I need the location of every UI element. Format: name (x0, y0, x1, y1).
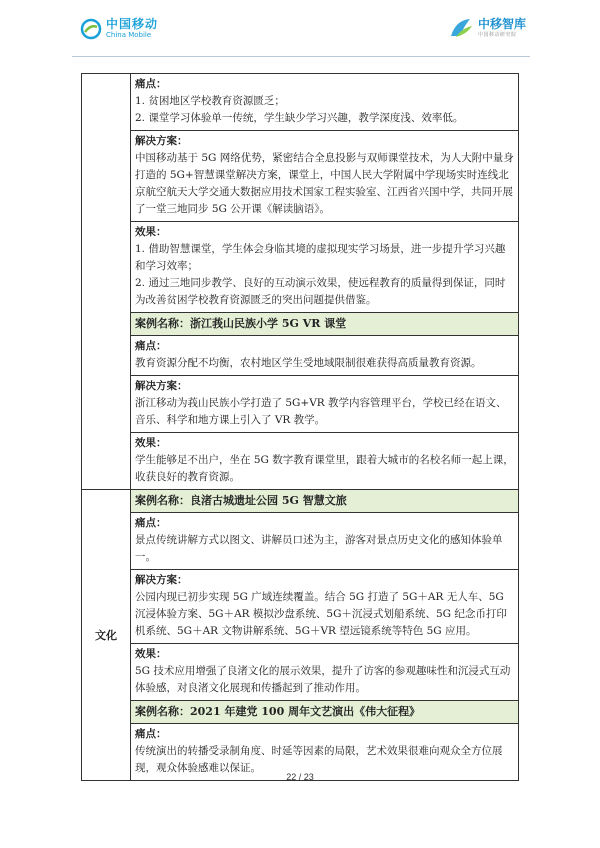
content-line: 浙江移动为莪山民族小学打造了 5G+VR 教学内容管理平台，学校已经在语文、音乐、科学和地方课上引入了 VR 教学。 (135, 397, 507, 426)
content-cell (131, 74, 519, 131)
category-cell: 文化 (82, 490, 131, 781)
table-row (82, 701, 519, 724)
table-row (82, 131, 519, 222)
table-row (82, 74, 519, 131)
section-label: 痛点： (135, 340, 167, 352)
think-tank-logo (448, 16, 526, 40)
content-cell (131, 131, 519, 222)
table-row (82, 313, 519, 336)
table-row (82, 644, 519, 701)
table-row (82, 513, 519, 570)
section-label: 解决方案： (135, 574, 188, 586)
table-row (82, 222, 519, 313)
section-label: 痛点： (135, 517, 167, 529)
table-row (82, 570, 519, 644)
content-line: 公园内现已初步实现 5G 广域连续覆盖。结合 5G 打造了 5G＋AR 无人车、5G 沉浸体验方案、5G＋AR 模拟沙盘系统、5G＋沉浸式划船系统、5G 纪念币打印机系统、5G＋AR 文物讲解系统、5G＋VR 望远镜系统等特色 5G 应用。 (135, 591, 507, 637)
table-row (82, 376, 519, 433)
content-line: 教育资源分配不均衡，农村地区学生受地域限制很难获得高质量教育资源。 (135, 357, 482, 369)
section-label: 解决方案： (135, 380, 188, 392)
content-line: 景点传统讲解方式以图文、讲解员口述为主，游客对景点历史文化的感知体验单一。 (135, 534, 503, 563)
case-title: 案例名称：2021 年建党 100 周年文艺演出《伟大征程》 (131, 701, 519, 724)
section-label: 效果： (135, 648, 167, 660)
table-row (82, 490, 519, 513)
content-cell (131, 570, 519, 644)
section-label: 解决方案： (135, 135, 188, 147)
header-divider (72, 56, 530, 57)
case-table-body (82, 74, 519, 781)
content-cell (131, 376, 519, 433)
table-row (82, 336, 519, 376)
content-cell (131, 513, 519, 570)
content-cell (131, 644, 519, 701)
content-line: 传统演出的转播受录制角度、时延等因素的局限，艺术效果很难向观众全方位展现，观众体验感难以保证。 (135, 745, 503, 774)
category-cell (82, 74, 131, 490)
section-label: 痛点： (135, 728, 167, 740)
content-line: 2. 课堂学习体验单一传统，学生缺少学习兴趣，教学深度浅、效率低。 (135, 112, 464, 124)
content-line: 1. 贫困地区学校教育资源匮乏； (135, 95, 285, 107)
content-line: 1. 借助智慧课堂，学生体会身临其境的虚拟现实学习场景，进一步提升学习兴趣和学习效率； (135, 243, 506, 272)
page-header (0, 0, 600, 60)
section-label: 效果： (135, 226, 167, 238)
think-tank-logo-icon (448, 16, 474, 40)
left-logo-en: China Mobile (106, 31, 152, 39)
case-title: 案例名称：浙江莪山民族小学 5G VR 课堂 (131, 313, 519, 336)
content-line: 2. 通过三地同步教学、良好的互动演示效果，使远程教育的质量得到保证，同时为改善贫困学校教育资源匮乏的突出问题提供借鉴。 (135, 277, 506, 306)
right-logo-cn: 中移智库 (478, 16, 527, 31)
content-line: 中国移动基于 5G 网络优势，紧密结合全息投影与双师课堂技术，为人大附中量身打造的 5G+智慧课堂解决方案，课堂上，中国人民大学附属中学现场实时连线北京航空航天大学交通大数据应用技术国家工程实验室、江西省兴国中学，共同开展了一堂三地同步 5G 公开课《解读脑语》。 (135, 152, 514, 215)
china-mobile-logo (80, 18, 158, 40)
content-cell (131, 433, 519, 490)
table-row (82, 433, 519, 490)
case-table (81, 73, 519, 781)
case-title: 案例名称：良渚古城遗址公园 5G 智慧文旅 (131, 490, 519, 513)
content-cell (131, 336, 519, 376)
content-line: 学生能够足不出户，坐在 5G 数字教育课堂里，跟着大城市的名校名师一起上课，收获良好的教育资源。 (135, 454, 514, 483)
content-cell (131, 222, 519, 313)
section-label: 效果： (135, 437, 167, 449)
content-line: 5G 技术应用增强了良渚文化的展示效果，提升了访客的参观趣味性和沉浸式互动体验感，对良渚文化展现和传播起到了推动作用。 (135, 665, 511, 694)
page-number: 22 / 23 (286, 772, 314, 782)
china-mobile-logo-icon (80, 18, 102, 40)
section-label: 痛点： (135, 78, 167, 90)
left-logo-cn: 中国移动 (106, 17, 159, 31)
right-logo-en: 中国移动研究院 (478, 31, 517, 38)
